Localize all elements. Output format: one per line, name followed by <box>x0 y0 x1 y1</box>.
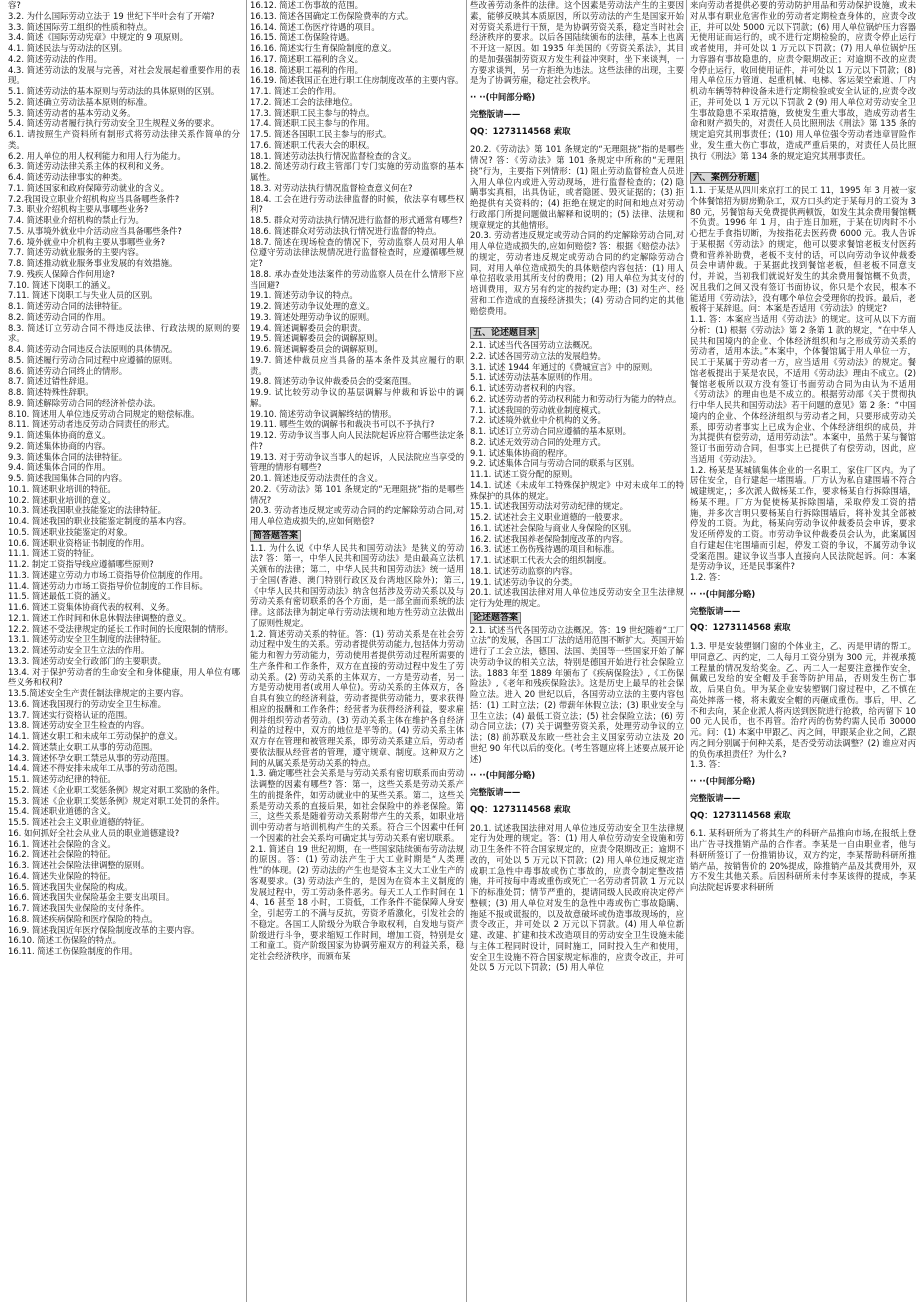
text-paragraph: 19.1. 试述劳动争议的分类。 <box>470 576 578 587</box>
paragraph-gap <box>470 815 684 823</box>
section-heading-text: 五、论述题目录 <box>470 327 539 339</box>
text-paragraph: 3.2. 为什么国际劳动立法于 19 世纪下半叶会有了开端? <box>8 10 215 21</box>
text-paragraph: 1.2. 简述劳动关系的特征。答：(1) 劳动关系是在社会劳动过程中发生的关系。劳动者提供劳动能力,包括体力劳动能力和智力劳动能力，劳动使用者提供劳动过程所需要的生产条件和工作条件，双方在直接的劳动过程中发生了劳动关系。(2) 劳动关系的主体双方，一方是劳动者，另一方是劳动使用者(或用人单位)。劳动关系的主体双方，各自具有独立的经济利益，劳动者提供劳动能力，要求获得相应的报酬和工作条件；经营者为获得经济利益，要求雇佣并组织劳动者劳动。(3) 劳动关系主体在维护各自经济利益的过程中，双方的地位是平等的。(4) 劳动关系主体双方存在管理和被管理关系，即劳动关系建立后，劳动者要依法服从经营者的管理，遵守规章、制度。这种双方之间的从属关系是劳动关系的特点。 <box>250 628 464 768</box>
text-paragraph: 7.10. 简述下岗职工的涵义。 <box>8 279 116 290</box>
paragraph-gap <box>690 633 916 641</box>
text-paragraph: 19.8. 简述劳动争议仲裁委员会的受案范围。 <box>250 376 417 387</box>
text-paragraph: 15.1. 简述劳动纪律的特征。 <box>8 774 116 784</box>
text-paragraph: 2.1. 试述当代各国劳动立法概况。 <box>470 340 598 350</box>
text-paragraph: 19.10. 简述劳动争议调解终结的情形。 <box>250 408 397 419</box>
section-heading <box>470 327 684 339</box>
text-paragraph: 5.1. 试述劳动法基本原则的作用。 <box>470 372 598 383</box>
section-heading-text: 六、案例分析题 <box>690 172 759 184</box>
text-paragraph: 1.1. 答：本案应当适用《劳动法》的规定。这可从以下方面分析：(1) 根据《劳动法》第 2 条第 1 款的规定，“在中华人民共和国境内的企业、个体经济组织和与之形成劳动关系的劳动者，适用本法。”本案中，个体餐馆属于用人单位一方，民工于某属于劳动者一方，应当适用《劳动法》的规定。餐馆老板提出于某是农民，不适用《劳动法》理由不成立。(2) 餐馆老板所以双方没有签订书面劳动合同为由认为不适用《劳动法》的理由也是不成立的。根据劳动部《关于贯彻执行中华人民共和国劳动法》若干问题的意见》第 2 条：“中国境内的企业、个体经济组织与劳动者之间，只要形成劳动关系，即劳动者事实上已成为企业、个体经济组织的成员，并为其提供有偿劳动，适用劳动法”。本案中，虽然于某与餐馆签订书面劳动合同，但事实上已提供了有偿劳动，因此，应当适用《劳动法》。 <box>690 314 916 464</box>
text-paragraph: 7.5. 从事境外就业中介活动应当具备哪些条件? <box>8 225 182 236</box>
text-paragraph: 17.6. 简述职工代表大会的职权。 <box>250 139 375 150</box>
text-paragraph: 7.6. 境外就业中介机构主要从事哪些业务? <box>8 236 166 247</box>
text-paragraph: 13.2. 简述劳动安全卫生立法的作用。 <box>8 645 150 655</box>
text-paragraph: 8.4. 简述劳动合同违反合法原则的具体情况。 <box>8 344 178 354</box>
text-paragraph: 6.1. 某科研所为了将其生产的科研产品推向市场,在报纸上登出广告寻找推销产品的合作者。李某是一自由职业者，他与科研所签订了一份推销协议，双方约定，李某帮助科研所推销产品，按销售价的 20%提成，除推销产品及其费用外，双方不发生其他关系。后因科研所未付李某该得的提成，李某向法院起诉要求科研所 <box>690 828 916 892</box>
text-paragraph: 20.1. 试述我国法律对用人单位违反劳动安全卫生法律规定行为处理的规定。答：(1) 用人单位劳动安全设施和劳动卫生条件不符合国家规定的，应责令限期改正；逾期不改的，可处以 5 万元以下罚款；(2) 用人单位违反规定造成职工急性中毒事故或伤亡事故的，应责令制定整改措施，并可按每中毒或重伤或死亡一名劳动者罚款 1 万元以下的标准处罚；情节严重的，提请同级人民政府决定停产整顿；(3) 用人单位对发生的急性中毒或伤亡事故隐瞒、拖延不报或谎报的，以及故意破坏或伪造事故现场的，应责令改正，并可处以 2 万元以下罚款。(4) 用人单位新建、改建、扩建和技术改造项目的劳动安全卫生设施未能与主体工程同时设计，同时施工，同时投入生产和使用，安全卫生设施不符合国家规定标准的，应责令改正，并可处以 5 万元以下罚款；(5) 用人单位 <box>470 822 684 973</box>
text-paragraph: 20.2.《劳动法》第 101 条规定的“无理阻挠”指的是哪些情况? 答：《劳动法》第 101 条规定中所称的“无理阻挠”行为，主要指下列情形：(1) 阻止劳动监督检查人员进入用人单位内或进入劳动现场，进行监督检查的；(2) 隐瞒事实真相，出具伪证，或者隐匿、毁灭证据的；(3) 拒绝提供有关资料的；(4) 拒绝在规定的时间和地点对劳动行政部门所提问题做出解释和说明的；(5) 法律、法规和规章规定的其他情形。 <box>470 144 684 230</box>
text-paragraph: 4.3. 简述劳动法的发展与完善，对社会发展起着重要作用的表现。 <box>8 64 240 86</box>
text-paragraph: 10.1. 简述职业培训的特征。 <box>8 483 116 494</box>
text-paragraph: 14.2. 简述禁止女职工从事的劳动范围。 <box>8 741 158 752</box>
text-paragraph: 7.11. 简述下岗职工与失业人员的区别。 <box>8 290 158 301</box>
text-paragraph: 16.14. 简述工伤医疗待遇的项目。 <box>250 21 380 32</box>
paragraph-gap <box>690 820 916 828</box>
text-paragraph: 7.1. 简述国家和政府保障劳动就业的含义。 <box>8 182 170 193</box>
text-paragraph: 1.2. 答： <box>690 572 726 582</box>
text-paragraph: 2.1. 试述当代各国劳动立法概况。答：19 世纪随着“工厂立法”的发展，各国工厂法的适用范围不断扩大。英国开始进行了工会立法，德国、法国、美国等一些国家开始了解决劳动争议的相关立法，特别是德国开始进行社会保险立法。1883 年至 1889 年颁布了《疾病保险法》,《工伤保险法》,《老年和残疾保险法》。这是历史上最早的社会保险立法。进入 20 世纪以后，各国劳动立法的主要内容包括：(1) 工时立法；(2) 带薪年休假立法；(3) 职业安全与卫生立法；(4) 最低工资立法；(5) 社会保险立法；(6) 劳动合同立法；(7) 关于调整劳资关系，处理劳动争议的立法；(8) 前苏联及东欧一些社会主义国家劳动立法及 20 世纪 90 年代以后的变化。(考生答题应将上述要点展开论述) <box>470 624 684 764</box>
text-paragraph: 16.19. 简述我国正在进行职工住房制度改革的主要内容。 <box>250 75 464 86</box>
text-paragraph: 15.5. 简述社会主义职业道德的特征。 <box>8 817 150 827</box>
text-paragraph: 13.7. 简述实行资格认证的范围。 <box>8 709 133 720</box>
omission-note: QQ：1273114568 索取 <box>470 803 571 814</box>
text-paragraph: 10.2. 简述职业培训的意义。 <box>8 494 116 505</box>
text-paragraph: 些改善劳动条件的法律。这个因素是劳动法产生的主要因素，能够反映其本质原因，所以劳动法的产生是国家开始对劳资关系进行干预，是为协调劳资关系，稳定当时社会经济秩序的要求。以后各国陆续颁布的法律，基本上也离不开这一原因。如 1935 年美国的《劳资关系法》，其目的是加强强制劳资双方发生利益冲突时，坐下来谈判，一方要求谈判，另一方拒绝为违法。这些法律的出现，主要是为了协调劳雇，稳定社会秩序。 <box>470 0 684 86</box>
text-paragraph: 19.6. 简述调解委员会的调解原则。 <box>250 344 383 354</box>
text-paragraph: 19.7. 简述仲裁员应当具备的基本条件及其应履行的职责。 <box>250 354 464 376</box>
text-paragraph: 3.1. 试述 1944 年通过的《费城宣言》中的原则。 <box>470 361 658 372</box>
text-paragraph: 18.4. 工会在进行劳动法律监督的时候，依法享有哪些权利? <box>250 193 464 215</box>
column-2 <box>246 0 464 1302</box>
section-heading <box>250 530 464 542</box>
text-paragraph: 15.2. 简述《企业职工奖惩条例》规定对职工奖励的条件。 <box>8 784 225 795</box>
text-paragraph: 9.1. 简述集体协商的意义。 <box>8 430 111 440</box>
text-paragraph: 3.3. 简述国际劳工组织的性质和特点。 <box>8 21 153 32</box>
text-paragraph: 1.3. 答： <box>690 759 726 770</box>
text-paragraph: 17.5. 简述各国职工民主参与的形式。 <box>250 129 392 139</box>
omission-note: 完整版请—— <box>470 108 521 119</box>
text-paragraph: 4.1. 简述民法与劳动法的区别。 <box>8 43 128 53</box>
text-paragraph: 13.1. 简述劳动安全卫生制度的法律特征。 <box>8 634 166 645</box>
text-paragraph: 7.2.我国设立职业介绍机构应当具备哪些条件? <box>8 193 180 204</box>
text-paragraph: 9.2. 试述集体合同与劳动合同的联系与区别。 <box>470 458 640 469</box>
text-paragraph: 10.5. 简述职业技能鉴定的对象。 <box>8 526 133 537</box>
text-paragraph: 15.1. 试述我国劳动法对劳动纪律的规定。 <box>470 501 628 512</box>
text-paragraph: 18.1. 试述劳动监察的内容。 <box>470 565 578 576</box>
text-paragraph: 8.7. 简述过错性辞退。 <box>8 376 94 387</box>
text-paragraph: 9.5. 简述我国集体合同的内容。 <box>8 473 128 483</box>
text-paragraph: 18.1. 简述劳动法执行情况监督检查的含义。 <box>250 150 417 161</box>
text-paragraph: 19.3. 简述处理劳动争议的原则。 <box>250 311 375 322</box>
text-paragraph: 16.3. 试述工伤伤残待遇的项目和标准。 <box>470 544 620 555</box>
text-paragraph: 来向劳动者提供必要的劳动防护用品和劳动保护设施，或未对从事有职业危害作业的劳动者定期检查身体的，应责令改正，并可以处 5000 元以下罚款；(6) 用人单位锅炉压力容器无使用证而运行的，或不进行定期检验的，应责令停止运行或者使用，并可处以 1 万元以下罚款；(7) 用人单位锅炉压力容器有事故隐患的，应责令限期改正；对逾期不改的应责令停止运行，收回使用证件，并可处以 1 万元以下罚款；(8) 用人单位压力管道、起重机械、电梯、客运架空索道、厂内机动车辆等特种设备未进行定期检验或安全认证的,应责令改正，并可处以 1 万元以下罚款 2 (9) 用人单位对劳动安全卫生事故隐患不采取措施，致使发生重大事故，造成劳动者生命和财产损失的，对责任人员比照刑法《刑法》第 135 条的规定追究其刑事责任；(10) 用人单位强令劳动者违章冒险作业，发生重大伤亡事故，造成严重后果的，对责任人员比照执行《刑法》第 134 条的规定追究其刑事责任。 <box>690 0 916 161</box>
column-3 <box>466 0 684 1302</box>
section-heading-text: 论述题答案 <box>470 612 521 624</box>
omission-note: 完整版请—— <box>690 792 741 803</box>
text-paragraph: 8.3. 简述订立劳动合同不得违反法律、行政法规的原则的要求。 <box>8 322 240 344</box>
text-paragraph: 9.4. 简述集体合同的作用。 <box>8 462 111 473</box>
text-paragraph: 1.3. 确定哪些社会关系是与劳动关系有密切联系而由劳动法调整的因素有哪些? 答：第一，这些关系是劳动关系产生的前提条件，如劳动就业中的某些关系。第二，这些关系是劳动关系的直接后果，如社会保险中的养老保险。第三，这些关系是随着劳动关系附带产生的关系，如职业培训中劳动者与培训机构产生的关系。符合三个因素中任何一个因素的社会关系均可确定其与劳动关系有密切联系。 <box>250 768 464 843</box>
text-paragraph: 9.3. 简述集体合同的法律特征。 <box>8 451 128 462</box>
text-paragraph: 16.5. 简述我国失业保险的构成。 <box>8 881 133 892</box>
text-paragraph: 9.1. 试述集体协商的程序。 <box>470 447 573 458</box>
text-paragraph: 13.5.简述安全生产责任制法律规定的主要内容。 <box>8 688 189 698</box>
text-paragraph: 6.2. 用人单位的用人权利能力和用人行为能力。 <box>8 150 186 161</box>
text-paragraph: 8.11. 简述劳动者违反劳动合同责任的形式。 <box>8 419 175 430</box>
text-paragraph: 11.2. 制定工资指导线应遵循哪些原则? <box>8 559 154 569</box>
text-paragraph: 18.5. 群众对劳动法执行情况进行监督的形式通常有哪些? <box>250 215 463 225</box>
omission-note: ·· ··(中间部分略) <box>690 776 756 786</box>
text-paragraph: 20.1. 试述我国法律对用人单位违反劳动安全卫生法律规定行为处理的规定。 <box>470 587 684 608</box>
text-paragraph: 7.4. 简述职业介绍机构的禁止行为。 <box>8 215 144 225</box>
paragraph-gap <box>470 136 684 144</box>
text-paragraph: 19.11. 哪些生效的调解书和裁决书可以不予执行? <box>250 419 435 430</box>
text-paragraph: 20.1. 简述违反劳动法责任的含义。 <box>250 473 383 483</box>
text-paragraph: 11.5. 简述最低工资的涵义。 <box>8 591 116 602</box>
text-paragraph: 16.12. 简述工伤事故的范围。 <box>250 0 364 10</box>
text-paragraph: 16.1. 试述社会保险与商业人身保险的区别。 <box>470 522 637 533</box>
text-paragraph: 18.7. 简述在现场检查的情况下，劳动监察人员对用人单位遵守劳动法律法规情况进行监督检查时，应遵循哪些规定? <box>250 236 464 268</box>
text-paragraph: 14.1. 试述《未成年工特殊保护规定》中对未成年工的特殊保护的具体的规定。 <box>470 479 684 501</box>
text-paragraph: 14.4. 简述不得安排未成年工从事的劳动范围。 <box>8 763 183 774</box>
omission-note: QQ：1273114568 索取 <box>470 125 571 136</box>
text-paragraph: 7.2. 试述境外就业中介机构的义务。 <box>470 415 606 426</box>
text-paragraph: 18.3. 对劳动法执行情况监督检查意义何在? <box>250 182 413 193</box>
text-paragraph: 12.1. 简述工作时间和休息休假法律调整的意义。 <box>8 612 192 623</box>
column-4 <box>686 0 916 1302</box>
text-paragraph: 8.6. 简述劳动合同终止的情形。 <box>8 365 128 376</box>
text-paragraph: 14.3. 简述怀孕女职工禁忌从事的劳动范围。 <box>8 752 175 763</box>
text-paragraph: 16.3. 简述社会保险法律调整的原则。 <box>8 860 150 870</box>
text-paragraph: 19.13. 对于劳动争议当事人的起诉，人民法院应当享受的管理的情形有哪些? <box>250 451 464 473</box>
text-paragraph: 16.6. 简述我国失业保险基金主要支出项目。 <box>8 892 175 903</box>
text-paragraph: 16.17. 简述职工福利的含义。 <box>250 53 364 64</box>
text-paragraph: 8.5. 简述履行劳动合同过程中应遵循的原则。 <box>8 354 178 365</box>
text-paragraph: 18.2. 简述劳动行政主管部门专门实施的劳动监察的基本属性。 <box>250 161 464 182</box>
text-paragraph: 8.1. 试述订立劳动合同应遵循的基本原则。 <box>470 426 632 436</box>
text-paragraph: 12.2. 简述不受法律规定的延长工作时间的长度限制的情形。 <box>8 623 233 634</box>
text-paragraph: 16.2. 试述我国养老保险制度改革的内容。 <box>470 533 628 544</box>
text-paragraph: 15.4. 简述职业道德的含义。 <box>8 806 116 817</box>
text-paragraph: 16.2. 简述社会保险的特征。 <box>8 849 116 860</box>
text-paragraph: 7.7. 简述劳动就业服务的主要内容。 <box>8 247 144 258</box>
text-paragraph: 16.10. 简述工伤保险的特点。 <box>8 935 122 946</box>
text-paragraph: 17.1. 试述职工代表大会的组织制度。 <box>470 555 612 565</box>
text-paragraph: 8.2. 简述劳动合同的作用。 <box>8 311 111 322</box>
text-paragraph: 20.3. 劳动者违反规定或劳动合同的约定解除劳动合同,对用人单位造成损失的,应如何赔偿? <box>250 505 464 526</box>
text-paragraph: 16.16. 简述实行生育保险制度的意义。 <box>250 43 397 53</box>
text-paragraph: 19.12. 劳动争议当事人向人民法院起诉应符合哪些法定条件? <box>250 430 464 451</box>
text-paragraph: 20.3. 劳动者违反规定或劳动合同的约定解除劳动合同,对用人单位造成损失的,应如何赔偿? 答：根据《赔偿办法》的规定，劳动者违反规定或劳动合同的约定解除劳动合同，对用人单位造成损失的具体赔偿内容包括：(1) 用人单位招收录用其所支付的费用；(2) 用人单位为其支付的培训费用，双方另有约定的按约定办理；(3) 对生产、经营和工作造成的直接经济损失；(4) 劳动合同约定的其他赔偿费用。 <box>470 230 684 316</box>
text-paragraph: 17.4. 简述职工民主参与的作用。 <box>250 118 375 129</box>
text-paragraph: 17.2. 简述工会的法律地位。 <box>250 96 358 107</box>
text-paragraph: 10.6. 简述职业资格证书制度的作用。 <box>8 537 150 548</box>
text-paragraph: 8.10. 简述用人单位违反劳动合同规定的赔偿标准。 <box>8 408 200 419</box>
text-paragraph: 17.1. 简述工会的作用。 <box>250 86 341 96</box>
text-paragraph: 10.4. 简述我国的职业技能鉴定制度的基本内容。 <box>8 516 192 526</box>
text-paragraph: 8.9. 简述解除劳动合同的经济补偿办法。 <box>8 397 161 408</box>
text-paragraph: 13.4. 对于保护劳动者的生命安全和身体健康，用人单位有哪些义务和权利? <box>8 666 240 688</box>
omission-note: ·· ··(中间部分略) <box>690 588 756 599</box>
text-paragraph: 19.5. 简述调解委员会的调解原则。 <box>250 333 383 344</box>
text-paragraph: 16.15. 简述工伤保险待遇。 <box>250 32 355 43</box>
text-paragraph: 7.1. 试述我国的劳动就业制度模式。 <box>470 404 606 415</box>
text-paragraph: 19.9. 试比较劳动争议的基层调解与仲裁和诉讼中的调解。 <box>250 387 464 408</box>
text-paragraph: 13.6. 简述我国现行的劳动安全卫生标准。 <box>8 698 166 709</box>
omission-note: ·· ··(中间部分略) <box>470 92 536 102</box>
text-paragraph: 6.3. 简述劳动法律关系主体的权利和义务。 <box>8 161 170 172</box>
text-paragraph: 13.8. 简述劳动安全卫生检查的内容。 <box>8 720 150 731</box>
text-paragraph: 8.8. 简述特殊性辞职。 <box>8 387 94 397</box>
text-paragraph: 16.7. 简述我国失业保险的支付条件。 <box>8 903 150 913</box>
text-paragraph: 16.4. 简述失业保险的特征。 <box>8 870 116 881</box>
text-paragraph: 20.2.《劳动法》第 101 条规定的“无理阻挠”指的是哪些情况? <box>250 483 464 505</box>
text-paragraph: 5.4. 简述劳动者履行执行劳动安全卫生规程义务的要求。 <box>8 118 220 129</box>
text-paragraph: 11.4. 简述劳动力市场工资指导价位制度的工作目标。 <box>8 580 208 591</box>
text-paragraph: 2.1. 简述自 19 世纪初期，在一些国家陆续颁布劳动法规的原因。答：(1) 劳动法产生于大工业时期是“人类理性”的体现。(2) 劳动法的产生也是资本主义大工业生产的客观要求。(3) 劳动法产生的，是因为在资本主义制度的发展过程中，劳工劳动条件恶劣。每天工人工作时间在 14、16 甚至 18 小时，工资低，工作条件不能保障人身安全，引起劳工的不满与反抗，劳资矛盾激化，引发社会的不稳定。各国工人阶级分为联合争取权利，自发地与资产阶级进行斗争，要求缩短工作时间，增加工资，特别是女工和童工。资产阶级国家为协调劳雇双方的利益关系，稳定社会经济秩序，而颁布某 <box>250 843 464 961</box>
text-paragraph: 7.8. 简述推动就业服务事业发展的有效措施。 <box>8 258 178 268</box>
text-paragraph: 17.3. 简述职工民主参与的特点。 <box>250 107 375 118</box>
omission-note: 完整版请—— <box>470 787 521 797</box>
text-paragraph: 5.1. 简述劳动法的基本原则与劳动法的具体原则的区别。 <box>8 86 220 96</box>
text-paragraph: 19.1. 简述劳动争议的特点。 <box>250 290 358 301</box>
text-paragraph: 16. 如何抓好全社会从业人员的职业道德建设? <box>8 827 180 838</box>
text-paragraph: 16.9. 简述我国近年医疗保险制度改革的主要内容。 <box>8 924 200 935</box>
text-paragraph: 容? <box>8 0 21 10</box>
text-paragraph: 14.1. 简述女职工和未成年工劳动保护的意义。 <box>8 731 183 741</box>
text-paragraph: 16.18. 简述职工福利的作用。 <box>250 64 364 75</box>
text-paragraph: 13.3. 简述劳动安全行政部门的主要职责。 <box>8 655 166 666</box>
text-paragraph: 18.8. 承办查处违法案件的劳动监察人员在什么情形下应当回避? <box>250 268 464 290</box>
text-paragraph: 1.1. 为什么说《中华人民共和国劳动法》是狭义的劳动法? 答：第一，中华人民共和国劳动法》是由最高立法机关颁布的法律；第二，中华人民共和国劳动法》统一适用于全国(香港、澳门特别行政区及台湾地区除外)；第三,《中华人民共和国劳动法》纳含包括涉及劳动关系以及与劳动关系有密切联系的各个方面，是一部全面而系统的法律。这部法律为制定单行劳动法规和地方性劳动立法做出了原则性规定。 <box>250 542 464 628</box>
text-paragraph: 6.4. 简述劳动法律事实的种类。 <box>8 172 128 182</box>
text-paragraph: 11.1. 试述工资分配的原则。 <box>470 469 578 479</box>
text-paragraph: 16.13. 简述各国确定工伤保险费率的方式。 <box>250 10 414 21</box>
text-paragraph: 1.1. 于某是从四川来京打工的民工 11，1995 年 3 月被一家个体餐馆招为厨房勤杂工，双方口头约定于某每月的工资为 380 元，另餐馆每天免费提供两顿饭，如发生其余费用餐馆概不负责。1996 年 1 月，由于连日加班，于某在切肉时不小心把左手食指切断，为按指花去医药费 6000 元。我人告诉于某根据《劳动法》的规定，他可以要求餐馆老板支付医药费和营养补助费，老板不支付的话，可以向劳动争议仲裁委员会申请仲裁。于某据此找到餐馆老板，但老板不同意支付，并说，当初我们就说好发生的其余费用餐馆概不负责，况且我们之间又没有签订书面协议，你只是个农民，根本不能适用《劳动法》，没有哪个单位会受理你的投诉。最后，老板将于某辞退。问：本案是否适用《劳动法》的规定? <box>690 185 916 314</box>
paragraph-gap <box>470 316 684 324</box>
column-1 <box>8 0 240 1302</box>
text-paragraph: 7.9. 残疾人保障合作何用途? <box>8 268 115 279</box>
section-heading <box>470 612 684 624</box>
paragraph-gap <box>690 161 916 169</box>
text-paragraph: 2.2. 试述各国劳动立法的发展趋势。 <box>470 350 606 361</box>
text-paragraph: 11.6. 简述工资集体协商代表的权利、义务。 <box>8 602 175 612</box>
text-paragraph: 5.3. 简述劳动者的基本劳动义务。 <box>8 107 136 118</box>
text-paragraph: 15.2. 试述社会主义职业道德的一般要求。 <box>470 512 628 522</box>
omission-note: QQ：1273114568 索取 <box>690 809 791 820</box>
text-paragraph: 11.3. 简述建立劳动力市场工资指导价位制度的作用。 <box>8 569 208 580</box>
text-paragraph: 9.2. 简述集体协商的内容。 <box>8 440 111 451</box>
text-paragraph: 6.1. 请按照生产资料所有制形式将劳动法律关系作简单的分类。 <box>8 129 240 150</box>
omission-note: QQ：1273114568 索取 <box>690 622 791 633</box>
text-paragraph: 7.3. 职业介绍机构主要从事哪些业务? <box>8 204 149 215</box>
text-paragraph: 8.1. 简述劳动合同的法律特征。 <box>8 301 128 311</box>
omission-note: 完整版请—— <box>690 605 741 616</box>
text-paragraph: 16.1. 简述社会保险的含义。 <box>8 838 116 849</box>
text-paragraph: 1.2. 杨某是某城镇集体企业的一名职工，家住厂区内。为了居住安全，自行建起一堵围墙。厂方认为私自建围墙不符合城建规定，；多次派人做杨某工作，要求杨某自行拆除围墙，杨某不理。厂方为促使杨某拆除围墙，采取停发工资的措施，并多次言明只要杨某自行拆除围墙后，将补发其全部被停发的工资。为此，杨某向劳动争议仲裁委员会申诉，要求发还所停发的工资。市劳动争议仲裁委员会认为，此案属因自行建起住宅围墙而引起，停发工资的争议，不属劳动争议受案范围。建议争议当事人直接向人民法院起诉。问：本案是劳动争议，还是民事案件? <box>690 464 916 572</box>
section-heading <box>690 172 916 184</box>
omission-note: ·· ··(中间部分略) <box>470 770 536 781</box>
text-paragraph: 5.2. 简述确立劳动法基本原则的标准。 <box>8 96 153 107</box>
text-paragraph: 6.1. 试述劳动者权利的内容。 <box>470 383 581 393</box>
section-heading-text: 简答题答案 <box>250 530 301 542</box>
text-paragraph: 15.3. 简述《企业职工奖惩条例》规定对职工处罚的条件。 <box>8 795 225 806</box>
text-paragraph: 1.3. 甲是安装塑钢门窗的个体业主，乙、丙是甲请的帮工。甲同意乙、丙约定，二人每月工资分别为 300 元，并视承揽工程量的情况发给奖金。乙、丙二人一起要注意操作安全，佩戴已发给的安全帽及手套等防护用品，否则发生伤亡事故，后果自负。甲为某企业安装塑钢门窗过程中，乙不慎在高处摔落一楼，将未戴安全帽的丙砸成重伤。事后，甲、乙不和去向，某企业派人将丙送到医院进行抢救，给丙留下 1000 元人民币，也不再管。治疗丙的伤势约需人民币 30000 元。问：(1) 本案中甲跟乙、丙之间，甲跟某企业之间，乙跟丙之间分别属于何种关系，是否受劳动法调整？(2) 谁应对丙的负伤承担责任？为什么? <box>690 641 916 759</box>
text-paragraph: 11.1. 简述工资的特征。 <box>8 548 99 559</box>
text-paragraph: 3.4. 简述《国际劳动宪章》中规定的 9 项原则。 <box>8 32 189 43</box>
text-paragraph: 19.2. 简述劳动争议处理的意义。 <box>250 301 375 311</box>
text-paragraph: 18.6. 简述群众对劳动法执行情况进行监督的特点。 <box>250 225 442 236</box>
text-paragraph: 16.11. 简述工伤保险制度的作用。 <box>8 946 138 956</box>
text-paragraph: 4.2. 简述劳动法的作用。 <box>8 53 103 64</box>
text-paragraph: 16.8. 简述疾病保险和医疗保险的特点。 <box>8 913 158 924</box>
text-paragraph: 6.2. 试述劳动者的劳动权利能力和劳动行为能力的特点。 <box>470 393 682 404</box>
text-paragraph: 8.2. 试述无效劳动合同的处理方式。 <box>470 436 606 447</box>
text-paragraph: 10.3. 简述我国职业技能鉴定的法律特征。 <box>8 505 166 516</box>
text-paragraph: 19.4. 简述调解委员会的职责。 <box>250 322 367 333</box>
